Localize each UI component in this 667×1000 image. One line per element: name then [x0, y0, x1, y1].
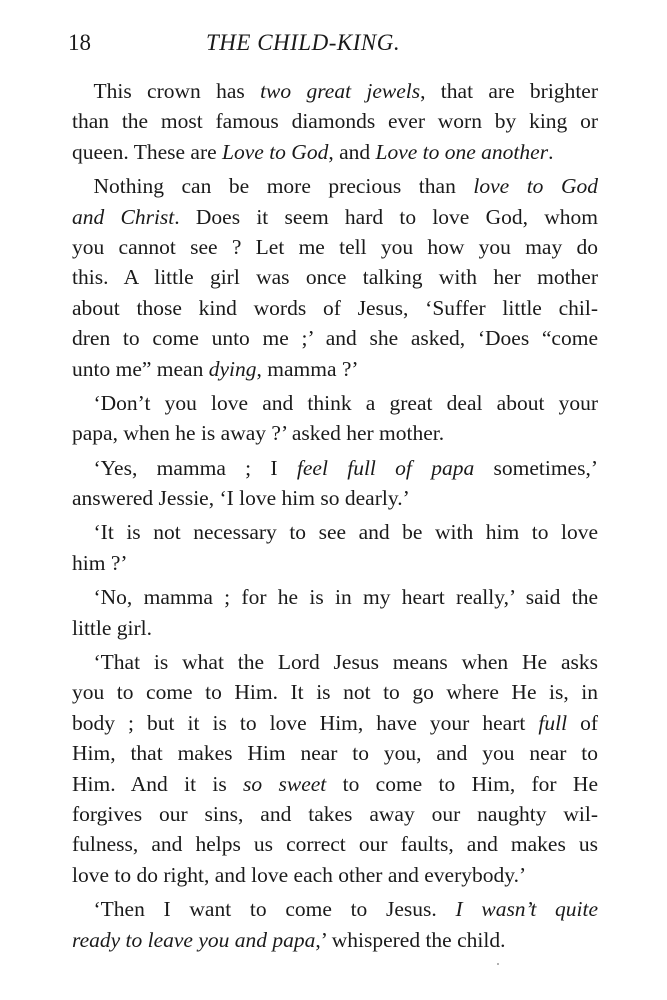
text-line: than the most famous diamonds ever worn by king or — [72, 109, 598, 134]
text-line: about those kind words of Jesus, ‘Suffer little chil- — [72, 295, 598, 320]
text-line: Nothing can be more precious than love to God — [93, 174, 598, 199]
text-line: fulness, and helps us correct our faults, and makes us — [72, 832, 598, 857]
text-line: ‘No, mamma ; for he is in my heart really,’ said the — [93, 585, 598, 610]
text-line: ‘Yes, mamma ; I feel full of papa sometimes,’ — [93, 455, 598, 480]
text-line: and Christ. Does it seem hard to love God, whom — [72, 204, 598, 229]
text-line: ready to leave you and papa,’ whispered the child. — [72, 927, 506, 952]
text-line: this. A little girl was once talking with her mother — [72, 265, 598, 290]
text-line: unto me” mean dying, mamma ?’ — [72, 356, 359, 381]
text-line: forgives our sins, and takes away our naughty wil- — [72, 801, 598, 826]
page-number: 18 — [68, 30, 91, 55]
text-line: This crown has two great jewels, that are brighter — [93, 79, 598, 103]
text-line: you cannot see ? Let me tell you how you may do — [72, 234, 598, 259]
text-line: him ?’ — [72, 550, 128, 575]
running-title: THE CHILD-KING. — [206, 30, 401, 55]
text-line: you to come to Him. It is not to go where He is, in — [72, 680, 598, 705]
text-line: ‘Don’t you love and think a great deal about your — [93, 390, 598, 415]
text-line: dren to come unto me ;’ and she asked, ‘Does “come — [72, 326, 598, 351]
text-line: Him, that makes Him near to you, and you near to — [72, 741, 598, 766]
text-line: papa, when he is away ?’ asked her mother. — [72, 421, 445, 446]
running-head — [68, 28, 599, 64]
text-line: body ; but it is to love Him, have your heart full of — [72, 710, 598, 735]
body-text — [72, 76, 598, 955]
text-line: ‘Then I want to come to Jesus. I wasn’t quite — [93, 897, 598, 922]
text-line: love to do right, and love each other and everybody.’ — [72, 862, 527, 887]
text-line: queen. These are Love to God, and Love to one another. — [72, 139, 554, 164]
print-speck — [497, 963, 499, 965]
text-line: answered Jessie, ‘I love him so dearly.’ — [72, 486, 410, 511]
text-line: little girl. — [72, 615, 153, 640]
text-line: Him. And it is so sweet to come to Him, for He — [72, 771, 598, 796]
text-line: ‘It is not necessary to see and be with him to love — [93, 520, 598, 545]
text-line: ‘That is what the Lord Jesus means when He asks — [93, 650, 598, 675]
